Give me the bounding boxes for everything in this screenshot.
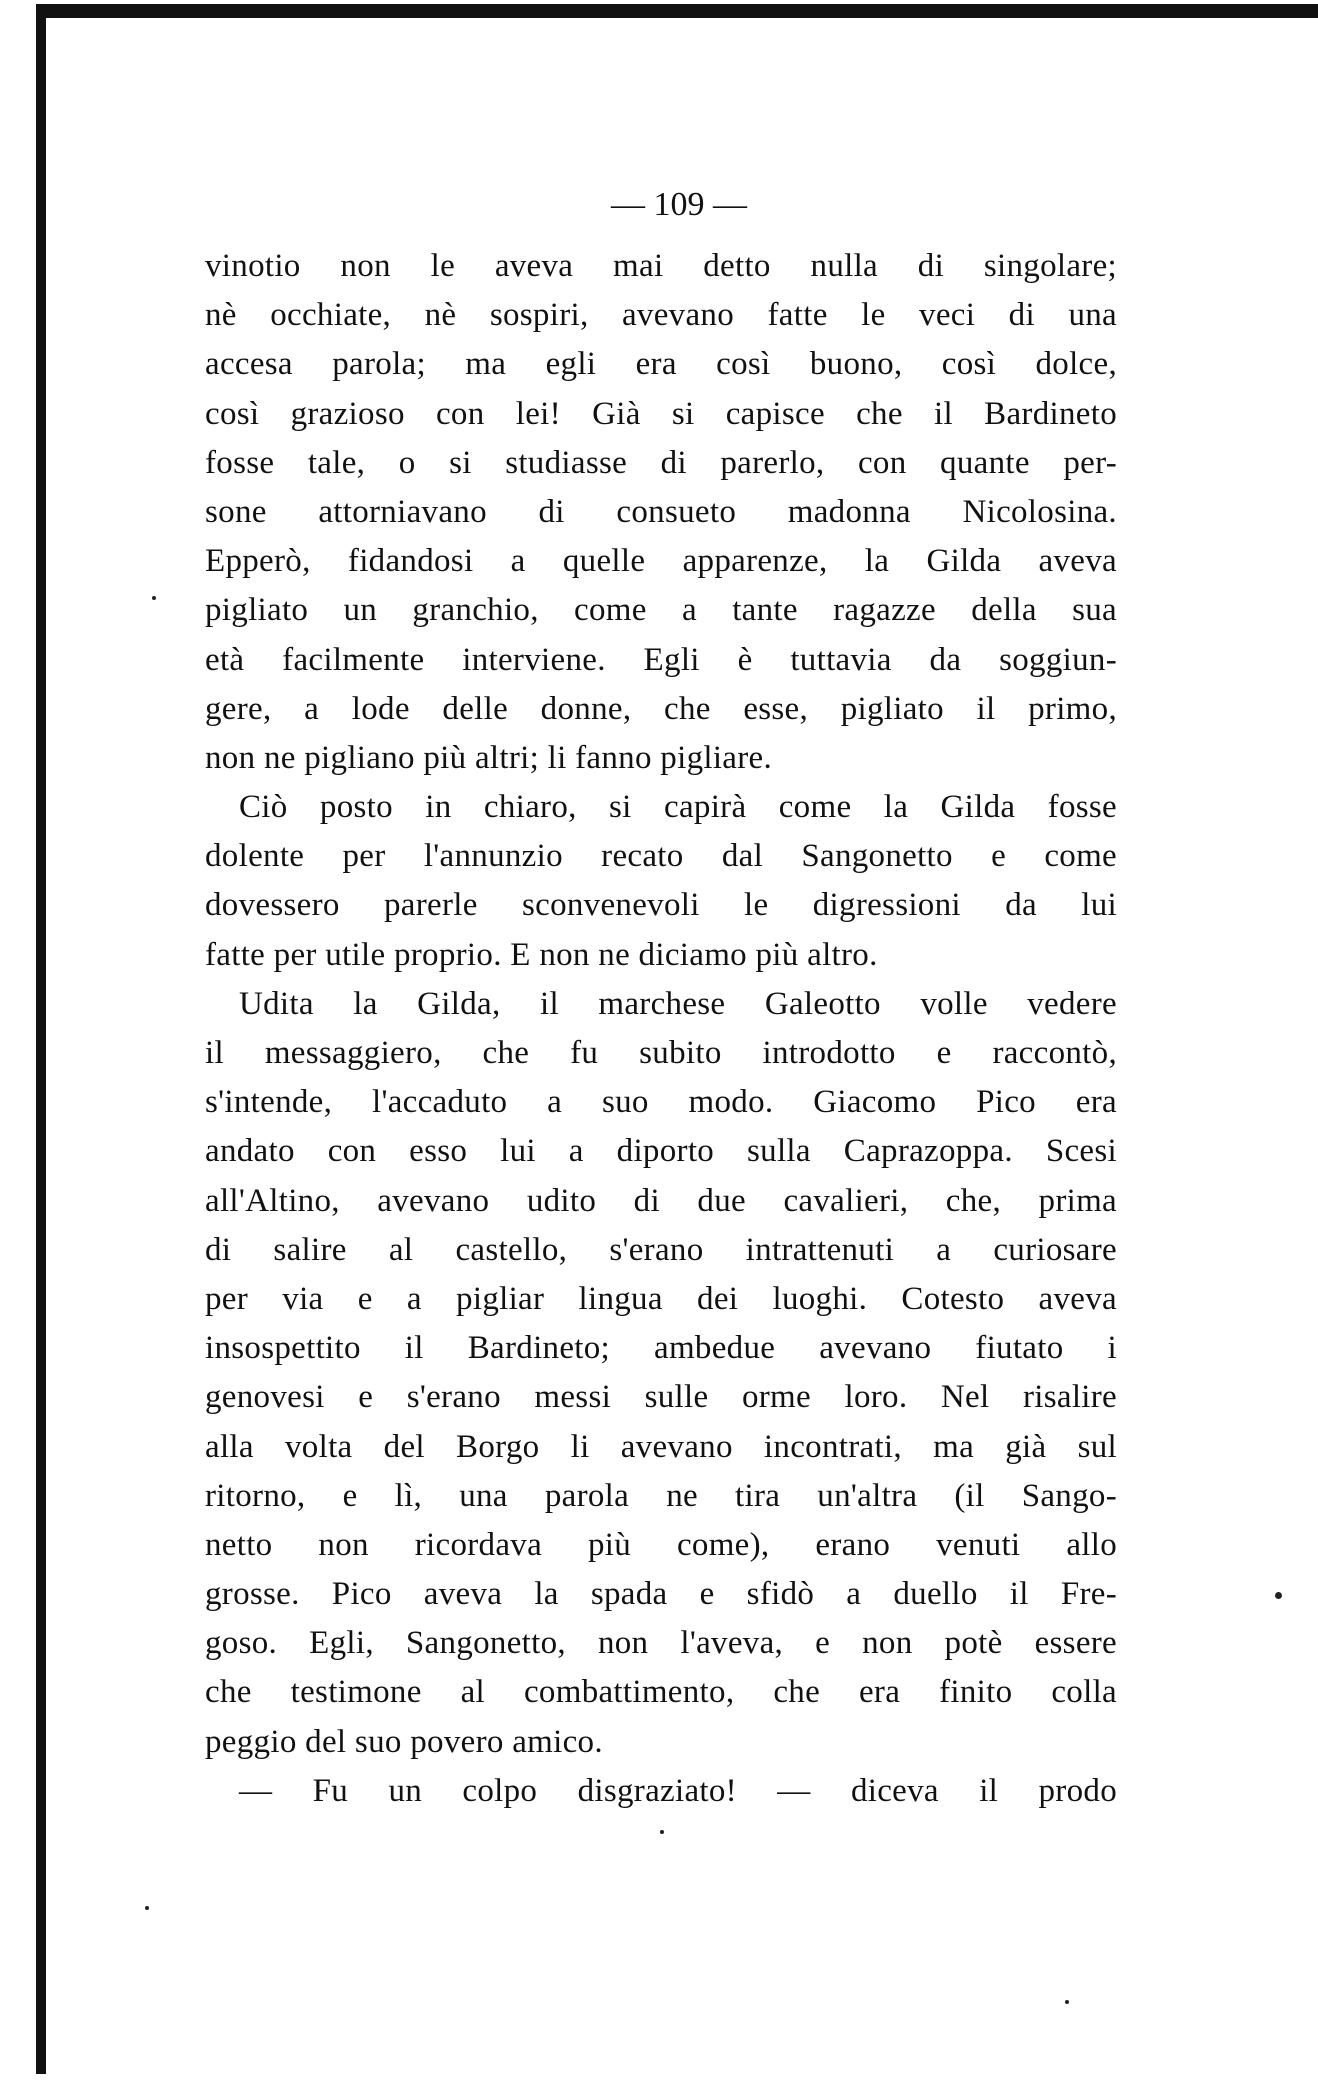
- paragraph-start-line: Udita la Gilda, il marchese Galeotto volle vedere: [239, 985, 1117, 1022]
- scan-left-border: [36, 4, 46, 2074]
- body-text: [205, 242, 1117, 1816]
- text-line: gere, a lode delle donne, che esse, pigliato il primo,: [205, 690, 1117, 727]
- text-line: goso. Egli, Sangonetto, non l'aveva, e non potè essere: [205, 1625, 1117, 1662]
- text-line: alla volta del Borgo li avevano incontrati, ma già sul: [205, 1428, 1117, 1465]
- scan-speck: [660, 1830, 664, 1834]
- scan-speck: [1275, 1592, 1282, 1599]
- text-line: accesa parola; ma egli era così buono, così dolce,: [205, 346, 1117, 383]
- text-line: pigliato un granchio, come a tante ragazze della sua: [205, 592, 1117, 629]
- text-line: dovessero parerle sconvenevoli le digressioni da lui: [205, 887, 1117, 924]
- text-line: andato con esso lui a diporto sulla Caprazoppa. Scesi: [205, 1133, 1117, 1170]
- scan-speck: [1065, 2000, 1069, 2004]
- text-line: non ne pigliano più altri; li fanno pigliare.: [205, 739, 773, 776]
- scan-speck: [145, 1906, 149, 1910]
- text-line: fatte per utile proprio. E non ne diciamo più altro.: [205, 936, 878, 973]
- text-line: netto non ricordava più come), erano venuti allo: [205, 1526, 1117, 1563]
- text-line: sone attorniavano di consueto madonna Nicolosina.: [205, 493, 1117, 530]
- text-line: all'Altino, avevano udito di due cavalieri, che, prima: [205, 1182, 1117, 1219]
- text-line: peggio del suo povero amico.: [205, 1723, 603, 1760]
- text-line: s'intende, l'accaduto a suo modo. Giacomo Pico era: [205, 1084, 1117, 1121]
- text-line: che testimone al combattimento, che era finito colla: [205, 1674, 1117, 1711]
- page-number: — 109 —: [611, 186, 747, 223]
- text-line: genovesi e s'erano messi sulle orme loro. Nel risalire: [205, 1379, 1117, 1416]
- text-line: di salire al castello, s'erano intrattenuti a curiosare: [205, 1231, 1117, 1268]
- paragraph-start-line: — Fu un colpo disgraziato! — diceva il prodo: [239, 1772, 1117, 1809]
- text-line: Epperò, fidandosi a quelle apparenze, la Gilda aveva: [205, 543, 1117, 580]
- text-line: per via e a pigliar lingua dei luoghi. Cotesto aveva: [205, 1280, 1117, 1317]
- text-line: insospettito il Bardineto; ambedue avevano fiutato i: [205, 1330, 1117, 1367]
- text-line: fosse tale, o si studiasse di parerlo, con quante per-: [205, 444, 1117, 481]
- text-line: ritorno, e lì, una parola ne tira un'altra (il Sango-: [205, 1477, 1117, 1514]
- scan-speck: [152, 596, 156, 600]
- text-line: così grazioso con lei! Già si capisce che il Bardineto: [205, 395, 1117, 432]
- text-line: età facilmente interviene. Egli è tuttavia da soggiun-: [205, 641, 1117, 678]
- text-line: il messaggiero, che fu subito introdotto e raccontò,: [205, 1035, 1117, 1071]
- scan-top-border: [36, 4, 1318, 18]
- text-line: nè occhiate, nè sospiri, avevano fatte le veci di una: [205, 297, 1117, 334]
- text-line: vinotio non le aveva mai detto nulla di singolare;: [205, 248, 1117, 284]
- paragraph-start-line: Ciò posto in chiaro, si capirà come la Gilda fosse: [239, 789, 1117, 826]
- text-line: dolente per l'annunzio recato dal Sangonetto e come: [205, 838, 1117, 875]
- text-line: grosse. Pico aveva la spada e sfidò a duello il Fre-: [205, 1576, 1117, 1613]
